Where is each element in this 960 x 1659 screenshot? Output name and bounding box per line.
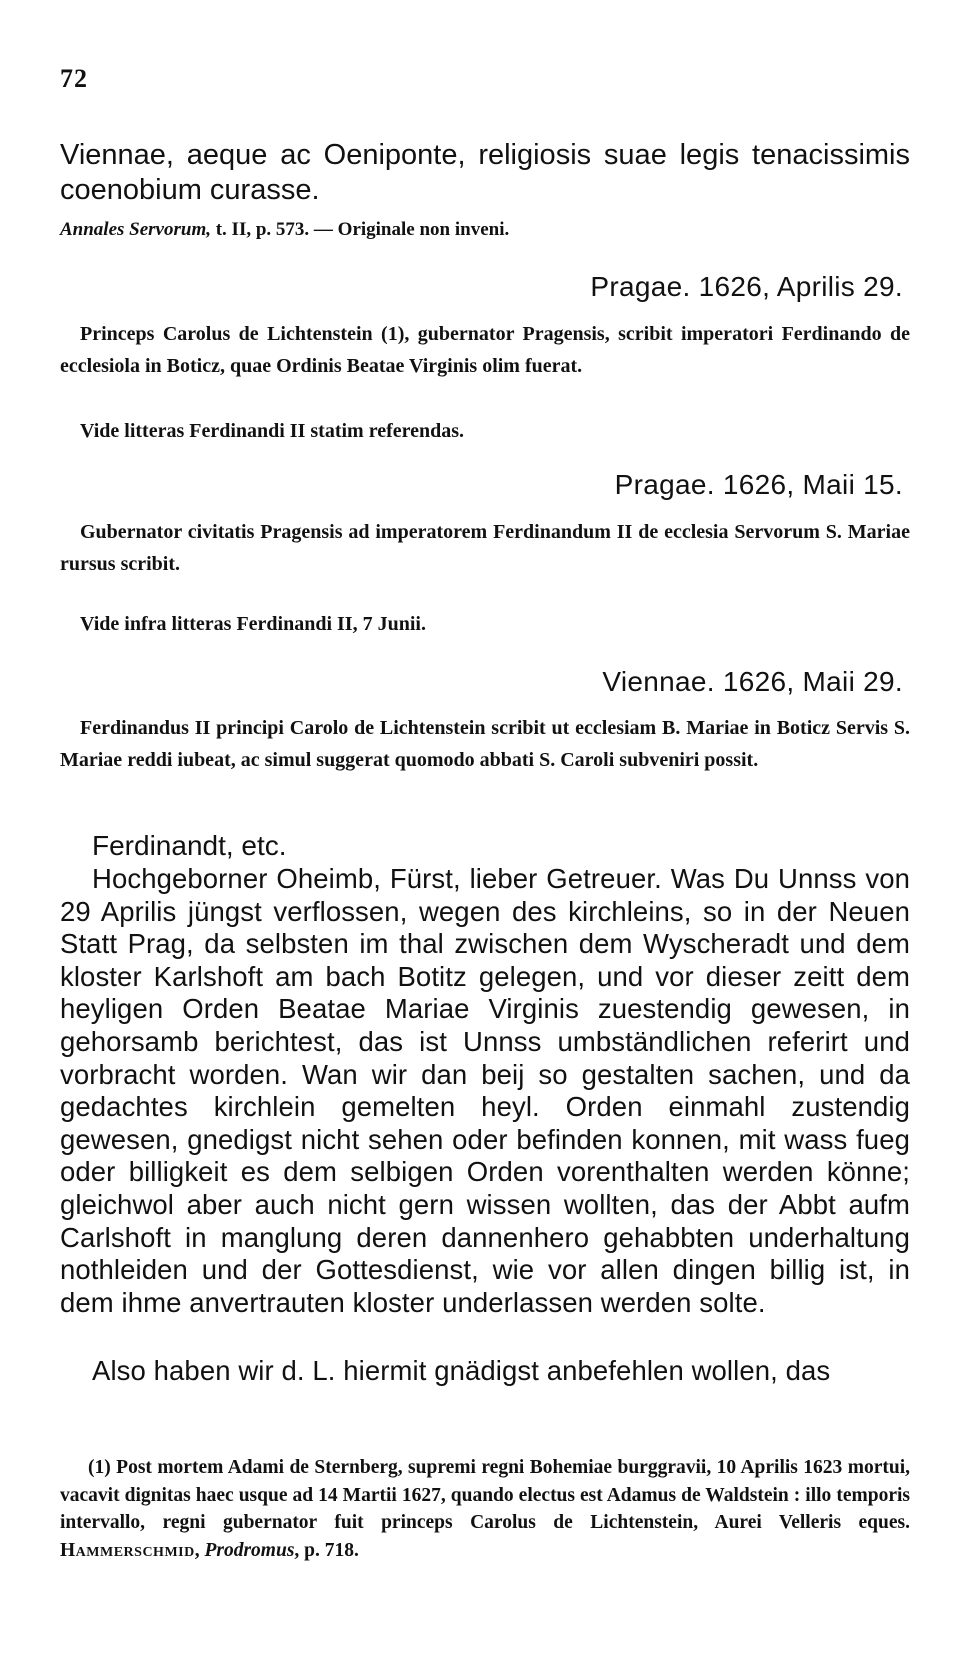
- letter-opening: Ferdinandt, etc.: [92, 830, 287, 861]
- footnote-author: Hammerschmid: [60, 1539, 195, 1561]
- entry-dateline: Pragae. 1626, Aprilis 29.: [590, 271, 903, 302]
- entry-dateline: Viennae. 1626, Maii 29.: [602, 666, 903, 697]
- page-number: 72: [60, 64, 88, 93]
- entry-summary: Ferdinandus II principi Carolo de Lichtenstein scribit ut ecclesiam B. Mariae in Boticz Servis S. Mariae reddi iubeat, ac simul suggerat quomodo abbati S. Caroli subveniri possit.: [60, 717, 910, 771]
- footnote-tail: , p. 718.: [294, 1539, 359, 1561]
- footnote-text: (1) Post mortem Adami de Sternberg, supremi regni Bohemiae burggravii, 10 Aprilis 1623 mortui, vacavit dignitas haec usque ad 14 Martii 1627, quando electus est Adamus de Waldstein : illo temporis intervallo, regni gubernator fuit princeps Carolus de Lichtenstein, Aurei Velleris eques.: [60, 1457, 910, 1533]
- entry-summary: Gubernator civitatis Pragensis ad imperatorem Ferdinandum II de ecclesia Servorum S. Mariae rursus scribit.: [60, 521, 910, 575]
- source-citation: [60, 217, 910, 243]
- footnote-work: Prodromus: [204, 1539, 295, 1561]
- entry-reference: Vide infra litteras Ferdinandi II, 7 Junii.: [80, 613, 426, 635]
- letter-paragraph: Hochgeborner Oheimb, Fürst, lieber Getreuer. Was Du Unnss von 29 Aprilis jüngst verflossen, wegen des kirchleins, so in der Neuen Statt Prag, da selbsten im thal zwischen dem Wyscheradt und dem kloster Karlshoft am bach Botitz gelegen, und vor dieser zeitt dem heyligen Orden Beatae Mariae Virginis zuestendig gewesen, in gehorsamb berichtest, das ist Unnss umbständlichen referirt und vorbracht worden. Wan wir dan beij so gestalten sachen, und da gedachtes kirchlein gemelten heyl. Orden einmahl zustendig gewesen, gnedigst nicht sehen oder befinden konnen, mit wass fueg oder billigkeit es dem selbigen Orden vorenthalten werden könne; gleichwol aber auch nicht gern wissen wollten, das der Abbt aufm Carlshoft in manglung deren dannenhero gehabbten underhaltung nothleiden und der Gottesdienst, wie vor allen dingen billig ist, in dem ihme anvertrauten kloster underlassen werden solte.: [60, 863, 910, 1318]
- entry-dateline: Pragae. 1626, Maii 15.: [614, 469, 903, 500]
- footnote-separator: ,: [194, 1539, 205, 1561]
- letter-paragraph: Also haben wir d. L. hiermit gnädigst anbefehlen wollen, das: [92, 1355, 831, 1386]
- intro-paragraph: Viennae, aeque ac Oeniponte, religiosis suae legis tenacissimis coenobium curasse.: [60, 139, 910, 206]
- entry-reference: Vide litteras Ferdinandi II statim referendas.: [80, 420, 465, 442]
- source-rest: t. II, p. 573. — Originale non inveni.: [210, 219, 510, 240]
- footnote: [60, 1454, 910, 1564]
- source-title: Annales Servorum,: [60, 219, 211, 240]
- entry-summary: Princeps Carolus de Lichtenstein (1), gubernator Pragensis, scribit imperatori Ferdinando de ecclesiola in Boticz, quae Ordinis Beatae Virginis olim fuerat.: [60, 323, 910, 377]
